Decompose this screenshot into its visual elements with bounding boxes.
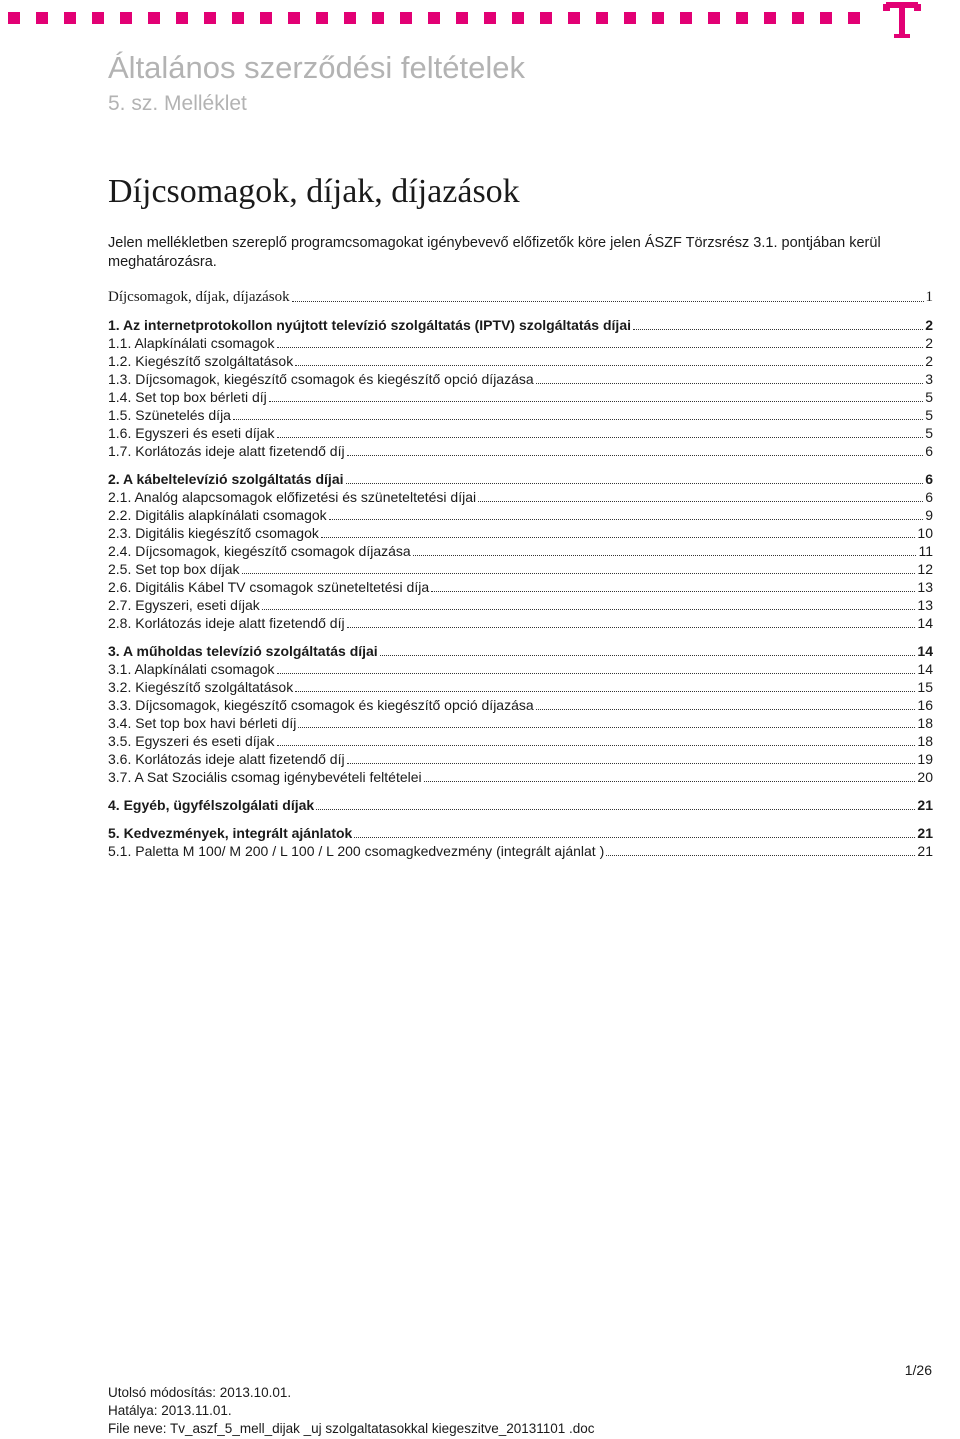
toc-dot-leader bbox=[478, 501, 923, 502]
toc-entry-label: 2.4. Díjcsomagok, kiegészítő csomagok díjazása bbox=[108, 543, 411, 559]
brand-dot bbox=[148, 12, 160, 24]
toc-entry-page: 21 bbox=[917, 843, 933, 859]
brand-dot bbox=[764, 12, 776, 24]
toc-dot-leader bbox=[347, 455, 924, 456]
file-name: File neve: Tv_aszf_5_mell_dijak _uj szolgaltatasokkal kiegeszitve_20131101 .doc bbox=[108, 1421, 595, 1436]
toc-entry-page: 21 bbox=[917, 797, 933, 813]
brand-dot bbox=[624, 12, 636, 24]
last-modified-date: Utolsó módosítás: 2013.10.01. bbox=[108, 1385, 292, 1400]
toc-entry-label: 5.1. Paletta M 100/ M 200 / L 100 / L 200 csomagkedvezmény (integrált ajánlat ) bbox=[108, 843, 605, 859]
toc-dot-leader bbox=[295, 365, 923, 366]
brand-dot bbox=[260, 12, 272, 24]
toc-entry-label: 2. A kábeltelevízió szolgáltatás díjai bbox=[108, 471, 344, 487]
toc-entry-label: 3.5. Egyszeri és eseti díjak bbox=[108, 733, 275, 749]
brand-dot bbox=[400, 12, 412, 24]
toc-dot-leader bbox=[262, 609, 916, 610]
brand-dot bbox=[456, 12, 468, 24]
brand-dot bbox=[36, 12, 48, 24]
brand-dot bbox=[288, 12, 300, 24]
document-footer bbox=[108, 1384, 595, 1438]
toc-dot-leader bbox=[316, 809, 915, 810]
brand-dot bbox=[652, 12, 664, 24]
toc-entry[interactable] bbox=[108, 406, 933, 424]
toc-dot-leader bbox=[606, 855, 915, 856]
brand-dot bbox=[568, 12, 580, 24]
toc-entry-label: 2.1. Analóg alapcsomagok előfizetési és szüneteltetési díjai bbox=[108, 489, 477, 505]
toc-entry-page: 5 bbox=[925, 425, 933, 441]
toc-entry-page: 10 bbox=[917, 525, 933, 541]
toc-entry-page: 14 bbox=[917, 643, 933, 659]
toc-entry-page: 6 bbox=[925, 471, 933, 487]
toc-dot-leader bbox=[298, 727, 915, 728]
toc-entry[interactable] bbox=[108, 524, 933, 542]
toc-entry[interactable] bbox=[108, 596, 933, 614]
toc-dot-leader bbox=[346, 483, 924, 484]
toc-entry-page: 6 bbox=[925, 489, 933, 505]
toc-entry-label: 2.6. Digitális Kábel TV csomagok szüneteltetési díja bbox=[108, 579, 430, 595]
toc-dot-leader bbox=[380, 655, 916, 656]
brand-dot bbox=[428, 12, 440, 24]
toc-dot-leader bbox=[536, 709, 916, 710]
toc-entry[interactable] bbox=[108, 424, 933, 442]
toc-entry[interactable] bbox=[108, 288, 933, 306]
toc-entry[interactable] bbox=[108, 660, 933, 678]
toc-entry-page: 13 bbox=[917, 597, 933, 613]
toc-entry[interactable] bbox=[108, 560, 933, 578]
toc-entry[interactable] bbox=[108, 732, 933, 750]
toc-entry[interactable] bbox=[108, 442, 933, 460]
brand-dot bbox=[64, 12, 76, 24]
toc-entry[interactable] bbox=[108, 470, 933, 488]
toc-entry[interactable] bbox=[108, 352, 933, 370]
toc-entry-label: 2.5. Set top box díjak bbox=[108, 561, 240, 577]
toc-entry-label: 2.2. Digitális alapkínálati csomagok bbox=[108, 507, 327, 523]
toc-dot-leader bbox=[424, 781, 916, 782]
page-number: 1/26 bbox=[904, 1362, 932, 1378]
toc-entry[interactable] bbox=[108, 334, 933, 352]
toc-entry-label: 2.3. Digitális kiegészítő csomagok bbox=[108, 525, 319, 541]
brand-dot bbox=[120, 12, 132, 24]
toc-entry-page: 19 bbox=[917, 751, 933, 767]
toc-dot-leader bbox=[321, 537, 916, 538]
toc-entry[interactable] bbox=[108, 796, 933, 814]
toc-entry-label: 2.7. Egyszeri, eseti díjak bbox=[108, 597, 260, 613]
toc-entry-page: 2 bbox=[925, 353, 933, 369]
brand-dot bbox=[792, 12, 804, 24]
toc-entry[interactable] bbox=[108, 768, 933, 786]
brand-dot bbox=[540, 12, 552, 24]
toc-dot-leader bbox=[292, 301, 924, 302]
toc-entry-page: 21 bbox=[917, 825, 933, 841]
toc-entry-page: 15 bbox=[917, 679, 933, 695]
brand-dot bbox=[8, 12, 20, 24]
toc-entry[interactable] bbox=[108, 370, 933, 388]
toc-dot-leader bbox=[295, 691, 915, 692]
toc-entry-label: 3. A műholdas televízió szolgáltatás díjai bbox=[108, 643, 378, 659]
brand-dot bbox=[820, 12, 832, 24]
toc-entry[interactable] bbox=[108, 842, 933, 860]
brand-dot bbox=[176, 12, 188, 24]
toc-entry-page: 16 bbox=[917, 697, 933, 713]
section-heading: Díjcsomagok, díjak, díjazások bbox=[108, 173, 520, 210]
toc-entry[interactable] bbox=[108, 316, 933, 334]
telekom-logo-icon bbox=[883, 2, 921, 38]
document-title: Általános szerződési feltételek bbox=[108, 50, 526, 85]
toc-entry[interactable] bbox=[108, 750, 933, 768]
toc-entry[interactable] bbox=[108, 714, 933, 732]
toc-dot-leader bbox=[431, 591, 915, 592]
toc-entry-label: 3.2. Kiegészítő szolgáltatások bbox=[108, 679, 294, 695]
toc-entry-page: 1 bbox=[925, 289, 933, 305]
toc-entry[interactable] bbox=[108, 578, 933, 596]
document-subtitle: 5. sz. Melléklet bbox=[108, 92, 247, 115]
toc-entry-label: Díjcsomagok, díjak, díjazások bbox=[108, 289, 290, 305]
toc-entry[interactable] bbox=[108, 388, 933, 406]
toc-dot-leader bbox=[277, 347, 924, 348]
toc-entry-page: 6 bbox=[925, 443, 933, 459]
brand-dot bbox=[708, 12, 720, 24]
toc-entry[interactable] bbox=[108, 614, 933, 632]
brand-dot bbox=[232, 12, 244, 24]
toc-dot-leader bbox=[413, 555, 917, 556]
toc-entry-label: 1.1. Alapkínálati csomagok bbox=[108, 335, 275, 351]
toc-entry-label: 5. Kedvezmények, integrált ajánlatok bbox=[108, 825, 353, 841]
toc-entry-label: 2.8. Korlátozás ideje alatt fizetendő díj bbox=[108, 615, 345, 631]
toc-entry-label: 3.3. Díjcsomagok, kiegészítő csomagok és kiegészítő opció díjazása bbox=[108, 697, 534, 713]
toc-entry-label: 1.2. Kiegészítő szolgáltatások bbox=[108, 353, 294, 369]
toc-dot-leader bbox=[242, 573, 916, 574]
toc-dot-leader bbox=[536, 383, 924, 384]
toc-dot-leader bbox=[633, 329, 923, 330]
brand-dot bbox=[512, 12, 524, 24]
brand-dot bbox=[848, 12, 860, 24]
toc-entry-label: 3.7. A Sat Szociális csomag igénybevételi feltételei bbox=[108, 769, 422, 785]
toc-entry-page: 2 bbox=[925, 335, 933, 351]
effective-date: Hatálya: 2013.11.01. bbox=[108, 1403, 232, 1418]
toc-entry-page: 5 bbox=[925, 407, 933, 423]
toc-entry-page: 11 bbox=[918, 543, 933, 559]
toc-entry[interactable] bbox=[108, 506, 933, 524]
toc-entry-label: 3.1. Alapkínálati csomagok bbox=[108, 661, 275, 677]
toc-entry-page: 3 bbox=[925, 371, 933, 387]
toc-dot-leader bbox=[277, 673, 916, 674]
toc-dot-leader bbox=[347, 627, 916, 628]
brand-dot bbox=[372, 12, 384, 24]
toc-entry[interactable] bbox=[108, 642, 933, 660]
toc-entry-label: 4. Egyéb, ügyfélszolgálati díjak bbox=[108, 797, 315, 813]
brand-dot bbox=[596, 12, 608, 24]
toc-entry[interactable] bbox=[108, 678, 933, 696]
brand-dot bbox=[736, 12, 748, 24]
toc-dot-leader bbox=[277, 437, 924, 438]
toc-entry-page: 5 bbox=[925, 389, 933, 405]
toc-entry-label: 1.5. Szünetelés díja bbox=[108, 407, 231, 423]
toc-entry-label: 1.6. Egyszeri és eseti díjak bbox=[108, 425, 275, 441]
toc-entry-page: 20 bbox=[917, 769, 933, 785]
toc-entry-page: 14 bbox=[917, 615, 933, 631]
intro-paragraph: Jelen mellékletben szereplő programcsomagokat igénybevevő előfizetők köre jelen ÁSZF Törzsrész 3.1. pontjában kerül meghatározásra. bbox=[108, 235, 881, 270]
toc-entry-label: 3.6. Korlátozás ideje alatt fizetendő díj bbox=[108, 751, 345, 767]
brand-dot bbox=[316, 12, 328, 24]
toc-entry[interactable] bbox=[108, 824, 933, 842]
brand-dot bbox=[484, 12, 496, 24]
brand-dot bbox=[204, 12, 216, 24]
brand-dot bbox=[680, 12, 692, 24]
toc-entry[interactable] bbox=[108, 696, 933, 714]
toc-entry-page: 14 bbox=[917, 661, 933, 677]
toc-entry-page: 18 bbox=[917, 733, 933, 749]
toc-entry-page: 12 bbox=[917, 561, 933, 577]
toc-dot-leader bbox=[269, 401, 923, 402]
toc-entry-page: 13 bbox=[917, 579, 933, 595]
toc-dot-leader bbox=[233, 419, 923, 420]
toc-entry-label: 1.7. Korlátozás ideje alatt fizetendő díj bbox=[108, 443, 345, 459]
toc-entry-page: 2 bbox=[925, 317, 933, 333]
brand-dot-strip bbox=[0, 12, 960, 26]
toc-entry-label: 3.4. Set top box havi bérleti díj bbox=[108, 715, 297, 731]
toc-dot-leader bbox=[347, 763, 916, 764]
toc-entry[interactable] bbox=[108, 542, 933, 560]
toc-entry-label: 1. Az internetprotokollon nyújtott televízió szolgáltatás (IPTV) szolgáltatás díjai bbox=[108, 317, 631, 333]
toc-dot-leader bbox=[354, 837, 915, 838]
toc-entry-page: 18 bbox=[917, 715, 933, 731]
brand-dot bbox=[92, 12, 104, 24]
toc-entry-page: 9 bbox=[925, 507, 933, 523]
toc-entry[interactable] bbox=[108, 488, 933, 506]
toc-entry-label: 1.3. Díjcsomagok, kiegészítő csomagok és kiegészítő opció díjazása bbox=[108, 371, 534, 387]
toc-dot-leader bbox=[329, 519, 924, 520]
brand-dot bbox=[344, 12, 356, 24]
toc-dot-leader bbox=[277, 745, 916, 746]
toc-entry-label: 1.4. Set top box bérleti díj bbox=[108, 389, 267, 405]
